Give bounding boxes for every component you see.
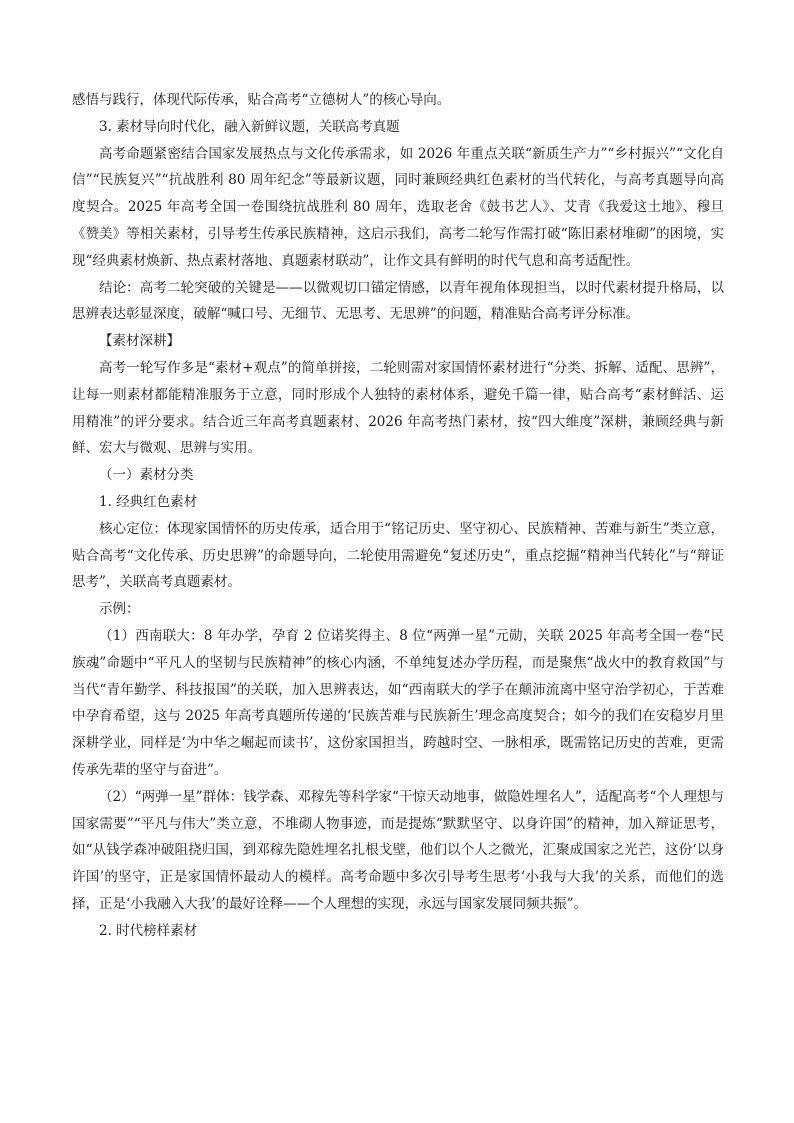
paragraph-example-southwest-associated-university: （1）西南联大：8 年办学，孕育 2 位诺奖得主、8 位“两弹一星”元勋，关联 2025 年高考全国一卷“民族魂”命题中“平凡人的坚韧与民族精神”的核心内涵，不单纯复述办学历程，而是聚焦“战火中的教育救国”与当代“青年勤学、科技报国”的关联，加入思辨表达，如“西南联大的学子在颠沛流离中坚守治学初心，于苦难中孕育希望，这与 2025 年高考真题所传递的‘民族苦难与民族新生’理念高度契合；如今的我们在安稳岁月里深耕学业，同样是‘为中华之崛起而读书’，这份家国担当，跨越时空、一脉相承，既需铭记历史的苦难，更需传承先辈的坚守与奋进”。 (72, 627, 724, 778)
heading-material-classification: （一）素材分类 (99, 467, 194, 484)
paragraph-core-positioning: 核心定位：体现家国情怀的历史传承，适合用于“铭记历史、坚守初心、民族精神、苦难与新生”类立意，贴合高考“文化传承、历史思辨”的命题导向，二轮使用需避免“复述历史”，重点挖掘“精神当代转化”与“辩证思考”，关联高考真题素材。 (72, 520, 724, 591)
heading-material-deepening: 【素材深耕】 (99, 333, 180, 350)
heading-material-orientation: 3. 素材导向时代化，融入新鲜议题，关联高考真题 (99, 118, 400, 135)
heading-era-role-models: 2. 时代榜样素材 (99, 922, 198, 939)
paragraph-example-label: 示例： (99, 601, 140, 618)
paragraph-intro-continuation: 感悟与践行，体现代际传承，贴合高考“立德树人”的核心导向。 (72, 92, 451, 108)
paragraph-example-two-bombs-one-satellite: （2）“两弹一星”群体：钱学森、邓稼先等科学家“干惊天动地事，做隐姓埋名人”，适配高考“个人理想与国家需要”“平凡与伟大”类立意，不堆砌人物事迹，而是提炼“默默坚守、以身许国”的精神，加入辩证思考，如“从钱学森冲破阻挠归国，到邓稼先隐姓埋名扎根戈壁，他们以个人之微光，汇聚成国家之光芒，这份‘以身许国’的坚守，正是家国情怀最动人的模样。高考命题中多次引导考生思考‘小我与大我’的关系，而他们的选择，正是‘小我融入大我’的最好诠释——个人理想的实现，永远与国家发展同频共振”。 (72, 788, 724, 912)
paragraph-exam-topics: 高考命题紧密结合国家发展热点与文化传承需求，如 2026 年重点关联“新质生产力”“乡村振兴”“文化自信”“民族复兴”“抗战胜利 80 周年纪念”等最新议题，同时兼顾经典红色素材的当代转化，与高考真题导向高度契合。2025 年高考全国一卷围绕抗战胜利 80 周年，选取老舍《鼓书艺人》、艾青《我爱这土地》、穆旦《赞美》等相关素材，引导考生传承民族精神，这启示我们，高考二轮写作需打破“陈旧素材堆砌”的困境，实现“经典素材焕新、热点素材落地、真题素材联动”，让作文具有鲜明的时代气息和高考适配性。 (72, 145, 724, 269)
document-page (72, 87, 724, 945)
paragraph-material-intro: 高考一轮写作多是“素材+观点”的简单拼接，二轮则需对家国情怀素材进行“分类、拆解、适配、思辨”，让每一则素材都能精准服务于立意，同时形成个人独特的素材体系，避免千篇一律，贴合高考“素材鲜活、运用精准”的评分要求。结合近三年高考真题素材、2026 年高考热门素材，按“四大维度”深耕，兼顾经典与新鲜、宏大与微观、思辨与实用。 (72, 359, 724, 457)
heading-classic-red-material: 1. 经典红色素材 (99, 493, 198, 510)
paragraph-conclusion: 结论：高考二轮突破的关键是——以微观切口锚定情感，以青年视角体现担当，以时代素材提升格局，以思辨表达彰显深度，破解“喊口号、无细节、无思考、无思辨”的问题，精准贴合高考评分标准。 (72, 279, 724, 323)
